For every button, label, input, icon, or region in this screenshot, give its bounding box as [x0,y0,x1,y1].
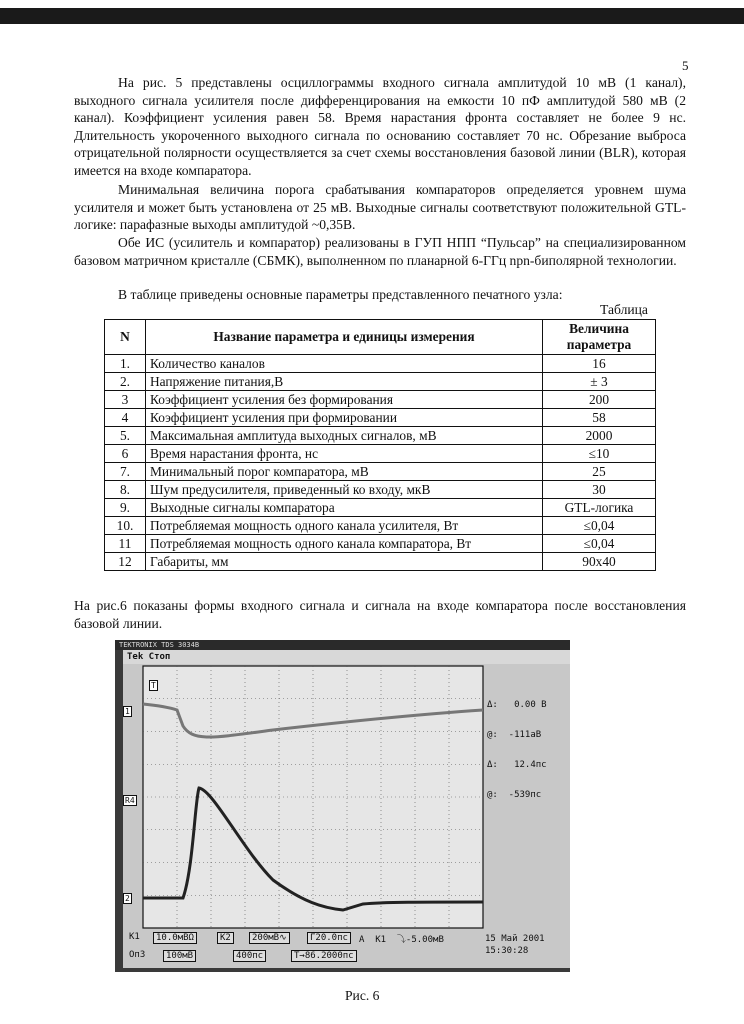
parameter-name: Коэффициент усиления без формирования [146,391,543,409]
ch2-marker: 2 [125,894,130,903]
row-number: 4 [105,409,146,427]
parameter-name: Минимальный порог компаратора, мВ [146,463,543,481]
row-number: 12 [105,553,146,571]
ch1-label: K1 [129,932,140,942]
row-number: 10. [105,517,146,535]
row-number: 6 [105,445,146,463]
parameter-value: 58 [543,409,656,427]
oscilloscope-figure [115,640,570,972]
table-row [105,517,656,535]
meas-line: Δ: 0.00 В [487,700,547,710]
parameter-name: Выходные сигналы компаратора [146,499,543,517]
parameter-name: Количество каналов [146,355,543,373]
parameter-value: ≤0,04 [543,517,656,535]
table-header-row [105,320,656,355]
scope-status: Tek Стоп [127,652,171,662]
parameter-name: Время нарастания фронта, нс [146,445,543,463]
parameter-name: Коэффициент усиления при формировании [146,409,543,427]
page-number: 5 [682,58,689,73]
parameter-value: 16 [543,355,656,373]
parameter-value: ≤10 [543,445,656,463]
parameter-value: ± 3 [543,373,656,391]
row-number: 3 [105,391,146,409]
table-row [105,535,656,553]
table-caption: Таблица [600,302,648,317]
table-row [105,553,656,571]
ch2-scale: 200мВ∿ [249,932,290,944]
row-number: 7. [105,463,146,481]
row-number: 5. [105,427,146,445]
header-n: N [105,320,146,355]
parameter-value: 25 [543,463,656,481]
table-row [105,463,656,481]
row-number: 9. [105,499,146,517]
table-row [105,391,656,409]
row-number: 2. [105,373,146,391]
meas-line: @: -111аВ [487,730,542,740]
parameter-value: 2000 [543,427,656,445]
ref-label: Оп3 [129,950,146,960]
timebase: Г20.0пс [307,932,351,944]
table-row [105,373,656,391]
scope-measurements [487,680,547,820]
table-row [105,427,656,445]
table-row [105,445,656,463]
row-number: 11 [105,535,146,553]
ch1-marker: 1 [125,707,130,716]
table-row [105,355,656,373]
parameter-value: 200 [543,391,656,409]
paragraph-2: Минимальная величина порога срабатывания компараторов определяется уровнем шума усилителя и может быть установлена от 25 мВ. Выходные сигналы соответствуют положительной GTL-логике: парафазные выходы амплитудой ~0,35В. [74,182,686,232]
table-row [105,481,656,499]
ref-scale: 100мВ [163,950,196,962]
ch2-label: К2 [217,932,234,944]
parameters-table [104,319,656,571]
header-value: Величина параметра [543,320,656,355]
paragraph-1: На рис. 5 представлены осциллограммы входного сигнала амплитудой 10 мВ (1 канал), выходного сигнала усилителя после дифференцирования на емкости 10 пФ амплитудой 580 мВ (2 канал). Коэффициент усиления равен 58. Время нарастания фронта составляет не более 9 нс. Длительность укороченного выходного сигнала по основанию составляет 70 нс. Обрезание выброса отрицательной полярности осуществляется за счет схемы восстановления базовой линии (BLR), которая имеется на входе компаратора. [74,75,686,178]
scope-screen [123,650,570,968]
r4-marker: R4 [125,796,135,805]
scope-date: 15 Май 2001 [485,934,545,944]
meas-line: Δ: 12.4пс [487,760,547,770]
row-number: 8. [105,481,146,499]
parameter-value: 30 [543,481,656,499]
paragraph-3: Обе ИС (усилитель и компаратор) реализованы в ГУП НПП “Пульсар” на специализированном базовом матричном кристалле (СБМК), выполненном по планарной 6-ГГц npn-биполярной технологии. [74,235,686,268]
parameter-value: ≤0,04 [543,535,656,553]
parameter-name: Потребляемая мощность одного канала компаратора, Вт [146,535,543,553]
parameter-name: Потребляемая мощность одного канала усилителя, Вт [146,517,543,535]
page-top-border [0,8,744,24]
paragraph-4: В таблице приведены основные параметры представленного печатного узла: [118,287,563,302]
figure-caption: Рис. 6 [345,988,380,1003]
trigger-position: T→86.2000пс [291,950,357,962]
scope-top-bar [115,640,570,650]
paragraph-5: На рис.6 показаны формы входного сигнала и сигнала на входе компаратора после восстановления базовой линии. [74,598,686,631]
trigger-marker: T [151,681,156,690]
table-body [105,355,656,571]
parameter-name: Шум предусилителя, приведенный ко входу, мкВ [146,481,543,499]
parameter-name: Габариты, мм [146,553,543,571]
header-name: Название параметра и единицы измерения [146,320,543,355]
parameter-value: 90x40 [543,553,656,571]
table-row [105,499,656,517]
scope-top-text: TEKTRONIX TDS 3034B [119,641,200,649]
table-row [105,409,656,427]
meas-line: @: -539пс [487,790,542,800]
scope-time: 15:30:28 [485,946,529,956]
row-number: 1. [105,355,146,373]
parameter-value: GTL-логика [543,499,656,517]
ref-time: 400пс [233,950,266,962]
ch1-scale: 10.0мВΩ [153,932,197,944]
parameter-name: Напряжение питания,В [146,373,543,391]
trigger-setting: A K1 ⤵-5.00мВ [359,935,444,945]
scope-settings [123,930,570,968]
parameter-name: Максимальная амплитуда выходных сигналов, мВ [146,427,543,445]
